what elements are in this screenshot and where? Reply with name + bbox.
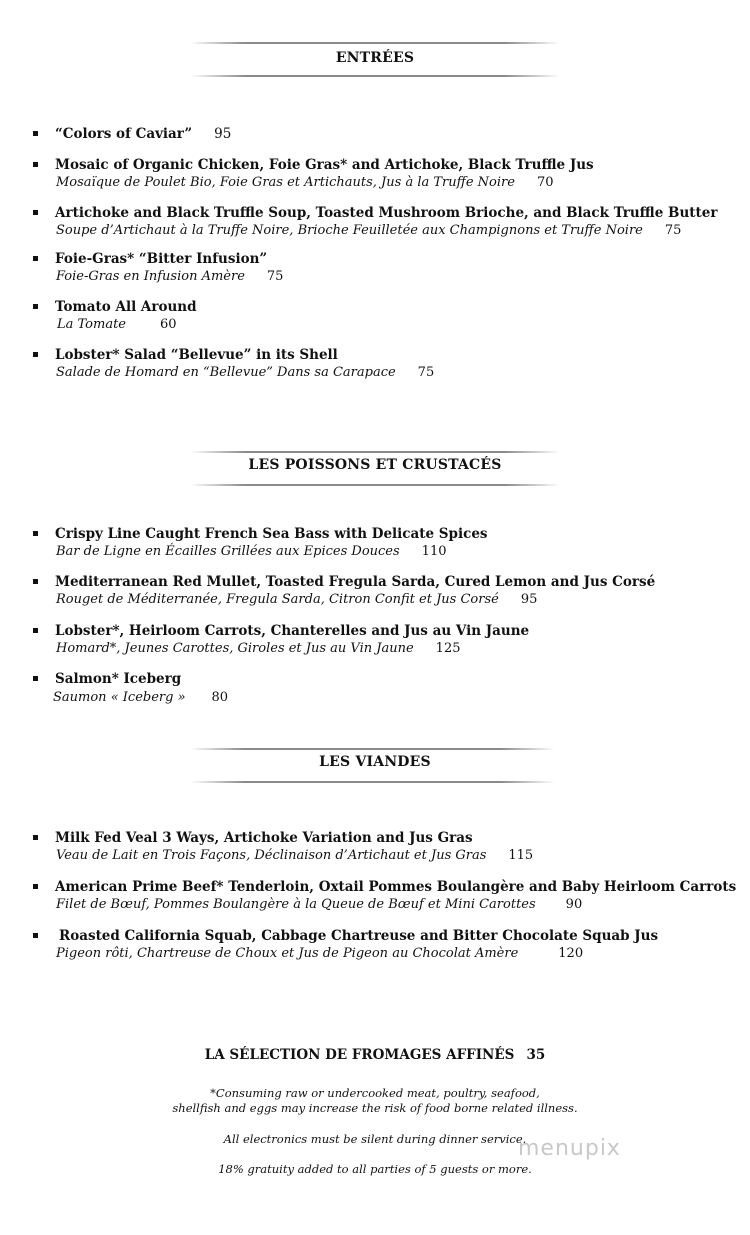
bullet-icon	[33, 531, 38, 536]
cheese-price: 35	[526, 1047, 546, 1063]
item-french-line	[56, 848, 533, 863]
item-french-name: Pigeon rôti, Chartreuse de Choux et Jus de Pigeon au Chocolat Amère	[56, 946, 519, 961]
item-french-name: Filet de Bœuf, Pommes Boulangère à la Queue de Bœuf et Mini Carottes	[56, 897, 536, 912]
item-french-name: Foie-Gras en Infusion Amère	[56, 269, 245, 284]
item-name: Tomato All Around	[55, 299, 197, 315]
item-price: 125	[435, 641, 461, 656]
item-name: Crispy Line Caught French Sea Bass with Delicate Spices	[55, 526, 488, 542]
item-french-name: Salade de Homard en “Bellevue” Dans sa Carapace	[56, 365, 396, 380]
item-name: Lobster* Salad “Bellevue” in its Shell	[55, 347, 338, 363]
item-french-name: La Tomate	[57, 317, 126, 332]
item-french-line	[56, 592, 537, 607]
item-french-line	[57, 317, 177, 332]
bullet-icon	[33, 884, 38, 889]
item-french-name: Mosaïque de Poulet Bio, Foie Gras et Artichauts, Jus à la Truffe Noire	[56, 175, 515, 190]
item-price: 70	[536, 175, 554, 190]
item-name-with-price	[55, 126, 231, 142]
item-french-name: Soupe d’Artichaut à la Truffe Noire, Brioche Feuilletée aux Champignons et Truffe Noire	[56, 223, 643, 238]
item-french-name: Rouget de Méditerranée, Fregula Sarda, Citron Confit et Jus Corsé	[56, 592, 499, 607]
gratuity-notice: 18% gratuity added to all parties of 5 guests or more.	[218, 1162, 532, 1176]
divider	[190, 42, 560, 44]
item-name: Roasted California Squab, Cabbage Chartreuse and Bitter Chocolate Squab Jus	[59, 928, 659, 944]
item-price: 115	[508, 848, 534, 863]
item-name: Milk Fed Veal 3 Ways, Artichoke Variation and Jus Gras	[55, 830, 473, 846]
divider	[190, 484, 560, 486]
item-french-line	[56, 365, 434, 380]
bullet-icon	[33, 933, 38, 938]
section-title: LES VIANDES	[319, 754, 431, 770]
item-price: 90	[565, 897, 583, 912]
section-title: LES POISSONS ET CRUSTACÉS	[248, 457, 502, 473]
consumption-warning	[0, 1086, 750, 1116]
bullet-icon	[33, 162, 38, 167]
item-price: 120	[558, 946, 584, 961]
item-french-line	[56, 641, 461, 656]
item-french-line	[53, 690, 228, 705]
item-price: 75	[664, 223, 682, 238]
item-price: 110	[421, 544, 447, 559]
consumption-warning-line-2: shellfish and eggs may increase the risk of food borne related illness.	[172, 1101, 578, 1115]
item-french-line	[56, 223, 681, 238]
bullet-icon	[33, 579, 38, 584]
consumption-warning-line-1: *Consuming raw or undercooked meat, poultry, seafood,	[210, 1086, 540, 1100]
item-price: 95	[520, 592, 538, 607]
bullet-icon	[33, 210, 38, 215]
bullet-icon	[33, 304, 38, 309]
cheese-title: LA SÉLECTION DE FROMAGES AFFINÉS	[204, 1047, 515, 1063]
bullet-icon	[33, 835, 38, 840]
item-name: Lobster*, Heirloom Carrots, Chanterelles and Jus au Vin Jaune	[55, 623, 530, 639]
item-french-line	[56, 269, 283, 284]
item-name: Mosaic of Organic Chicken, Foie Gras* and Artichoke, Black Truffle Jus	[55, 157, 594, 173]
item-name: American Prime Beef* Tenderloin, Oxtail Pommes Boulangère and Baby Heirloom Carrots	[55, 879, 737, 895]
divider	[190, 451, 560, 453]
item-name: Salmon* Iceberg	[55, 671, 182, 687]
item-french-name: Bar de Ligne en Écailles Grillées aux Epices Douces	[56, 544, 400, 559]
item-french-line	[56, 946, 583, 961]
item-name: Foie-Gras* “Bitter Infusion”	[55, 251, 268, 267]
item-french-name: Veau de Lait en Trois Façons, Déclinaison d’Artichaut et Jus Gras	[56, 848, 487, 863]
bullet-icon	[33, 256, 38, 261]
item-french-name: Homard*, Jeunes Carottes, Giroles et Jus au Vin Jaune	[56, 641, 414, 656]
electronics-notice: All electronics must be silent during dinner service.	[223, 1132, 527, 1146]
item-price: 60	[160, 317, 177, 332]
item-price: 80	[211, 690, 229, 705]
item-name: Artichoke and Black Truffle Soup, Toasted Mushroom Brioche, and Black Truffle Butter	[55, 205, 718, 221]
bullet-icon	[33, 676, 38, 681]
item-french-line	[56, 897, 582, 912]
bullet-icon	[33, 131, 38, 136]
item-price: 75	[417, 365, 435, 380]
bullet-icon	[33, 352, 38, 357]
item-name: “Colors of Caviar”	[55, 126, 193, 142]
item-price: 75	[266, 269, 284, 284]
item-french-name: Saumon « Iceberg »	[53, 690, 186, 705]
item-name: Mediterranean Red Mullet, Toasted Fregula Sarda, Cured Lemon and Jus Corsé	[55, 574, 656, 590]
section-title: ENTRÉES	[335, 50, 415, 66]
item-french-line	[56, 544, 447, 559]
divider	[190, 781, 555, 783]
watermark-logo: menupix	[518, 1136, 621, 1161]
item-price: 95	[214, 126, 232, 142]
divider	[190, 748, 555, 750]
item-french-line	[56, 175, 553, 190]
bullet-icon	[33, 628, 38, 633]
divider	[190, 75, 560, 77]
cheese-selection	[0, 1047, 750, 1063]
